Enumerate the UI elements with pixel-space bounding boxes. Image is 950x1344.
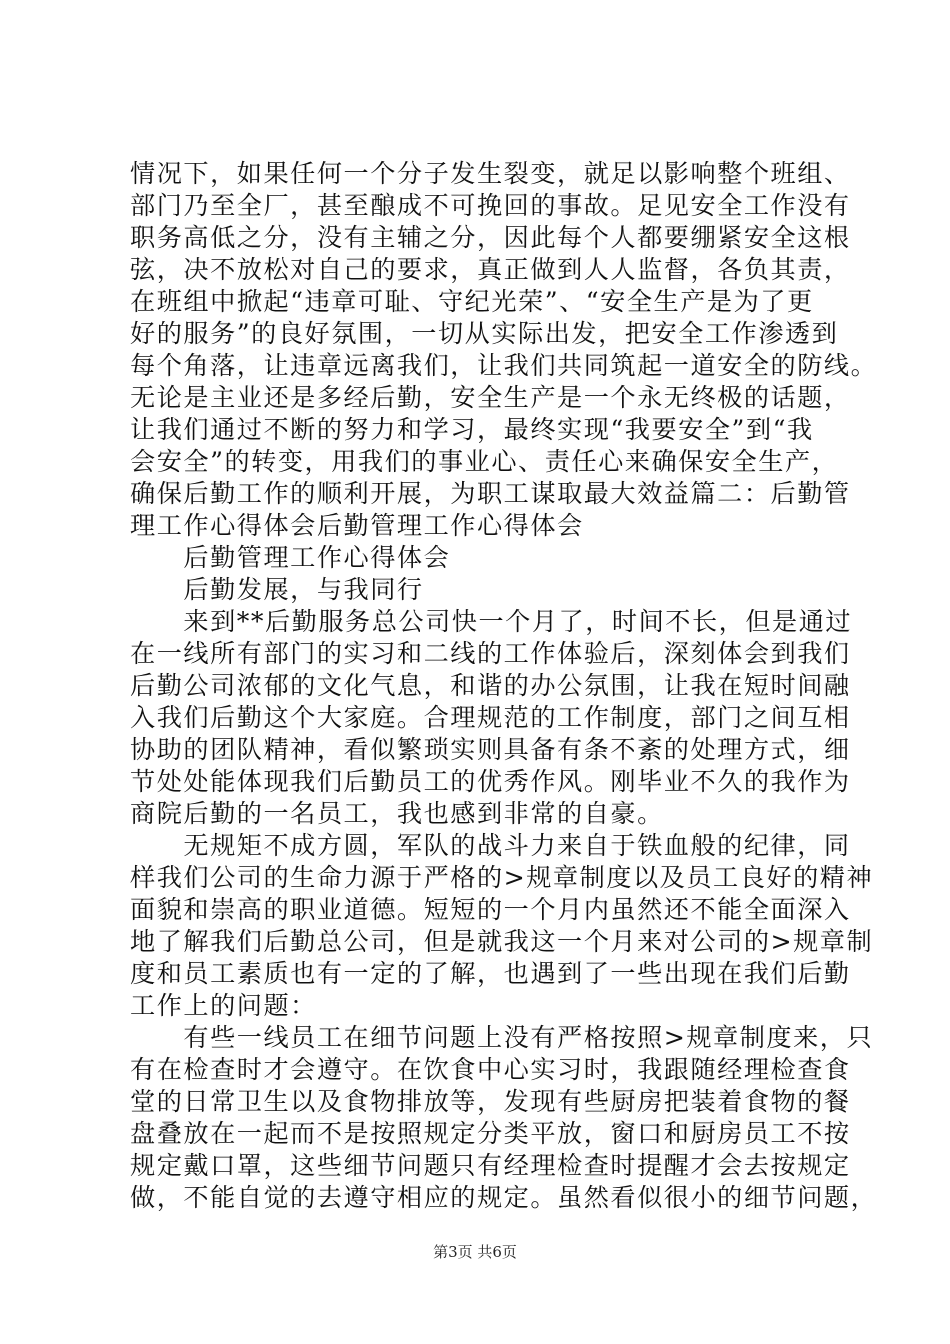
text-line: 商院后勤的一名员工，我也感到非常的自豪。: [130, 799, 664, 828]
text-line: 确保后勤工作的顺利开展，为职工谋取最大效益篇二：后勤管: [130, 479, 851, 508]
text-line: 弦，决不放松对自己的要求，真正做到人人监督，各负其责，: [130, 255, 851, 284]
text-line: 部门乃至全厂，甚至酿成不可挽回的事故。足见安全工作没有: [130, 191, 851, 220]
text-line: 好的服务”的良好氛围，一切从实际出发，把安全工作渗透到: [130, 319, 839, 348]
section-subheading: 后勤发展，与我同行: [130, 575, 424, 604]
text-line: 理工作心得体会后勤管理工作心得体会: [130, 511, 584, 540]
text-line: 后勤公司浓郁的文化气息，和谐的办公氛围，让我在短时间融: [130, 671, 851, 700]
page-number-footer: 第3页 共6页: [433, 1243, 517, 1261]
text-line: 度和员工素质也有一定的了解，也遇到了一些出现在我们后勤: [130, 959, 851, 988]
text-line: 盘叠放在一起而不是按照规定分类平放，窗口和厨房员工不按: [130, 1119, 851, 1148]
text-line: 做，不能自觉的去遵守相应的规定。虽然看似很小的细节问题，: [130, 1183, 878, 1212]
text-line: 职务高低之分，没有主辅之分，因此每个人都要绷紧安全这根: [130, 223, 851, 252]
text-line: 面貌和崇高的职业道德。短短的一个月内虽然还不能全面深入: [130, 895, 851, 924]
text-line: 规定戴口罩，这些细节问题只有经理检查时提醒才会去按规定: [130, 1151, 851, 1180]
text-line: 协助的团队精神，看似繁琐实则具备有条不紊的处理方式，细: [130, 735, 851, 764]
text-line: 让我们通过不断的努力和学习，最终实现“我要安全”到“我: [130, 415, 814, 444]
text-line: 在一线所有部门的实习和二线的工作体验后，深刻体会到我们: [130, 639, 851, 668]
document-body: [130, 158, 878, 1214]
text-line: 堂的日常卫生以及食物排放等，发现有些厨房把装着食物的餐: [130, 1087, 851, 1116]
text-line: 情况下，如果任何一个分子发生裂变，就足以影响整个班组、: [130, 159, 851, 188]
text-line: 在班组中掀起“违章可耻、守纪光荣”、“安全生产是为了更: [130, 287, 814, 316]
text-line: 入我们后勤这个大家庭。合理规范的工作制度，部门之间互相: [130, 703, 851, 732]
text-line: 会安全”的转变，用我们的事业心、责任心来确保安全生产，: [130, 447, 839, 476]
text-line: 有些一线员工在细节问题上没有严格按照>规章制度来，只: [130, 1023, 874, 1052]
text-line: 地了解我们后勤总公司，但是就我这一个月来对公司的>规章制: [130, 927, 874, 956]
text-line: 工作上的问题：: [130, 991, 317, 1020]
text-line: 无规矩不成方圆，军队的战斗力来自于铁血般的纪律，同: [130, 831, 851, 860]
text-line: 节处处能体现我们后勤员工的优秀作风。刚毕业不久的我作为: [130, 767, 851, 796]
text-line: 无论是主业还是多经后勤，安全生产是一个永无终极的话题，: [130, 383, 851, 412]
text-line: 来到**后勤服务总公司快一个月了，时间不长，但是通过: [130, 607, 853, 636]
text-line: 样我们公司的生命力源于严格的>规章制度以及员工良好的精神: [130, 863, 874, 892]
text-line: 有在检查时才会遵守。在饮食中心实习时，我跟随经理检查食: [130, 1055, 851, 1084]
section-heading: 后勤管理工作心得体会: [130, 543, 451, 572]
text-line: 每个角落，让违章远离我们，让我们共同筑起一道安全的防线。: [130, 351, 878, 380]
